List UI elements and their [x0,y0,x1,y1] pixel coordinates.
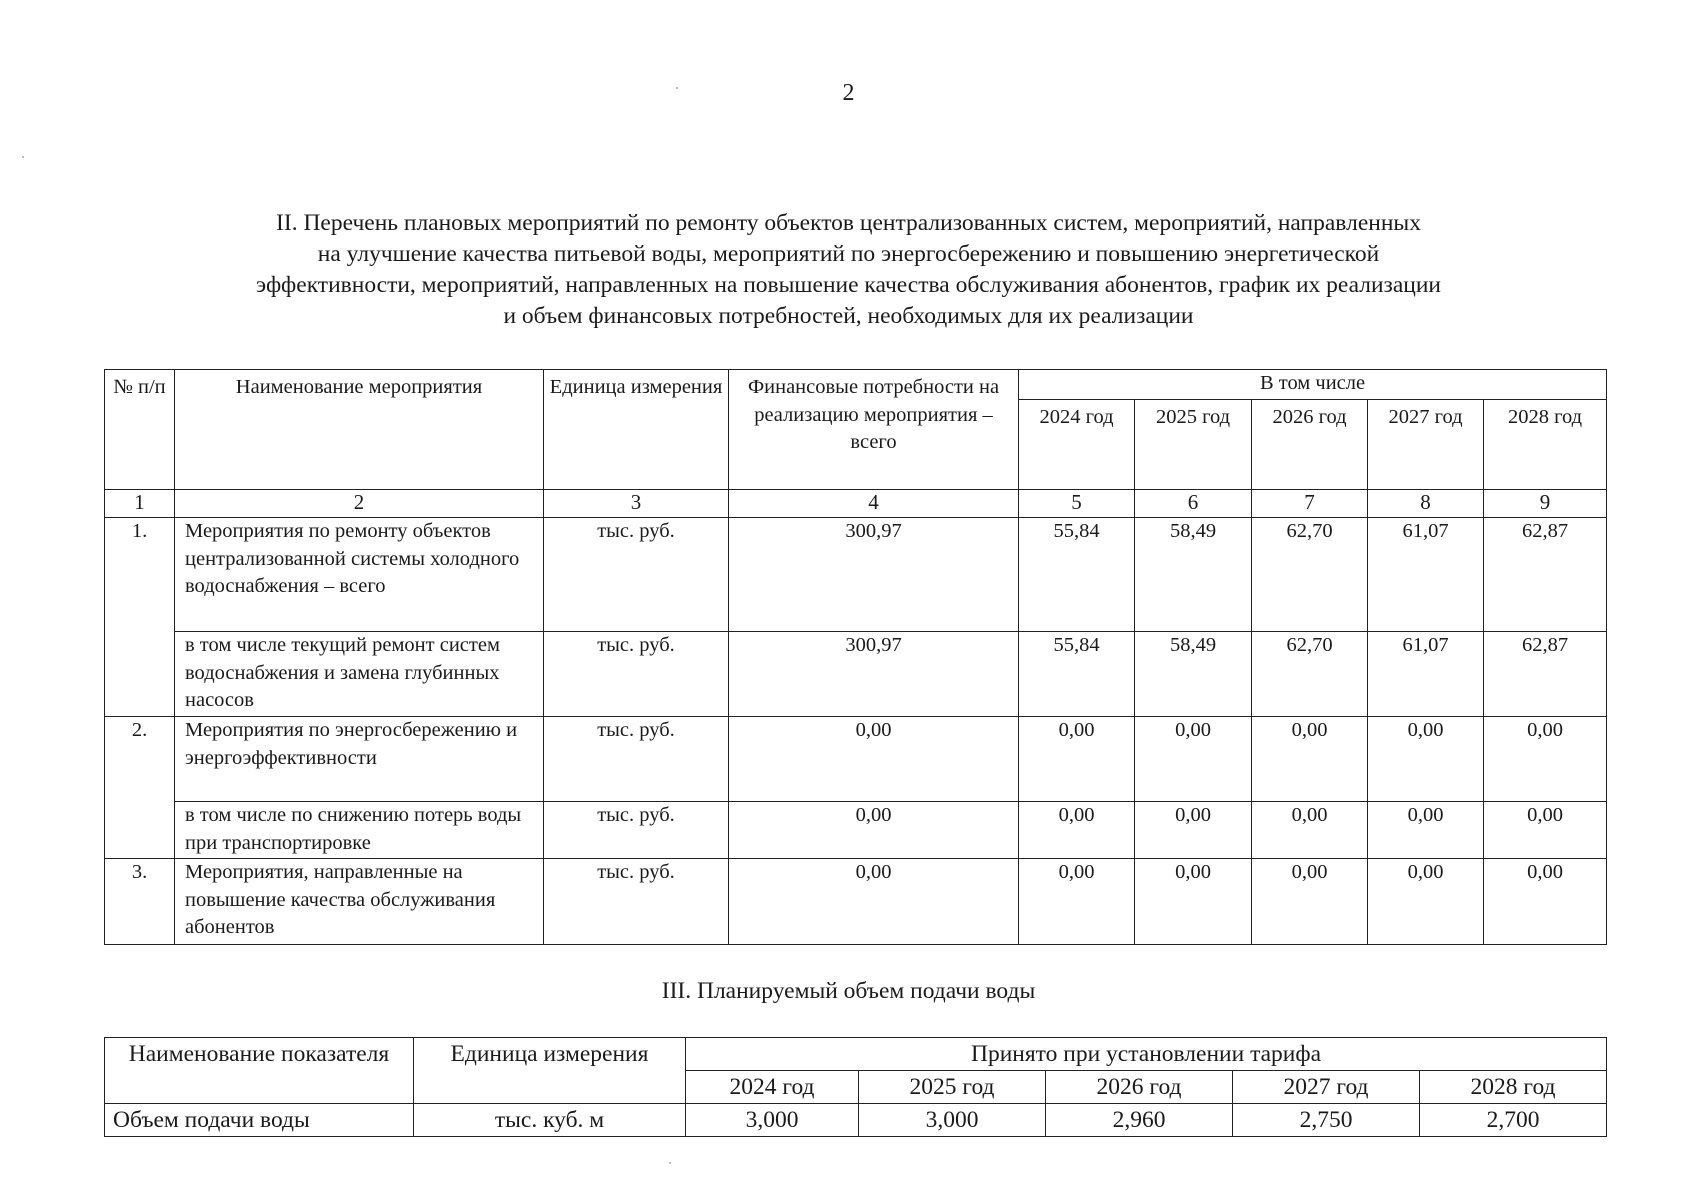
year-value: 0,00 [1252,717,1368,802]
year-value: 0,00 [1484,802,1607,859]
year-value: 0,00 [1019,802,1135,859]
year-value: 0,00 [1135,859,1252,945]
measure-name: Мероприятия, направленные на повышение качества обслуживания абонентов [175,859,544,945]
year-value: 0,00 [1484,717,1607,802]
title-line: II. Перечень плановых мероприятий по ремонту объектов централизованных систем, мероприятий, направленных [276,210,1421,236]
unit-cell: тыс. руб. [544,859,729,945]
measure-name: Мероприятия по ремонту объектов централизованной системы холодного водоснабжения – всего [175,518,544,632]
column-number: 9 [1484,490,1607,518]
total-cell: 0,00 [729,859,1019,945]
total-cell: 0,00 [729,802,1019,859]
year-value: 0,00 [1368,802,1484,859]
year-value: 0,00 [1484,859,1607,945]
year-value: 0,00 [1135,717,1252,802]
year-value: 0,00 [1368,717,1484,802]
measure-name: в том числе по снижению потерь воды при транспортировке [175,802,544,859]
header-year: 2025 год [1135,400,1252,490]
header-including: В том числе [1019,370,1607,400]
header-year: 2028 год [1484,400,1607,490]
row-number: 3. [105,859,175,945]
header-finance: Финансовые потребности на реализацию мероприятия – всего [729,370,1019,490]
title-line: эффективности, мероприятий, направленных на повышение качества обслуживания абонентов, график их реализации [256,272,1441,298]
indicator-name: Объем подачи воды [105,1104,414,1137]
total-cell: 0,00 [729,717,1019,802]
year-value: 0,00 [1252,802,1368,859]
table-row [105,717,1607,802]
table-row [105,859,1607,945]
total-cell: 300,97 [729,518,1019,632]
year-value: 62,87 [1484,632,1607,717]
column-number: 5 [1019,490,1135,518]
header-year: 2026 год [1046,1071,1233,1104]
table-row [105,632,1607,717]
year-value: 61,07 [1368,518,1484,632]
header-year: 2024 год [686,1071,859,1104]
year-value: 61,07 [1368,632,1484,717]
year-value: 3,000 [859,1104,1046,1137]
year-value: 58,49 [1135,632,1252,717]
header-name: Наименование мероприятия [175,370,544,490]
year-value: 62,70 [1252,518,1368,632]
table-row [105,1104,1607,1137]
scan-speck [669,1162,671,1164]
year-value: 55,84 [1019,632,1135,717]
unit-cell: тыс. руб. [544,632,729,717]
water-supply-table [104,1037,1607,1137]
column-number: 1 [105,490,175,518]
column-number: 4 [729,490,1019,518]
year-value: 2,960 [1046,1104,1233,1137]
year-value: 2,700 [1420,1104,1607,1137]
year-value: 55,84 [1019,518,1135,632]
unit-cell: тыс. куб. м [414,1104,686,1137]
unit-cell: тыс. руб. [544,717,729,802]
year-value: 0,00 [1252,859,1368,945]
scan-speck [22,156,24,158]
header-unit: Единица измерения [414,1038,686,1104]
column-number: 2 [175,490,544,518]
title-line: и объем финансовых потребностей, необходимых для их реализации [503,303,1194,329]
header-unit: Единица измерения [544,370,729,490]
header-year: 2027 год [1368,400,1484,490]
header-year: 2028 год [1420,1071,1607,1104]
table-row [105,518,1607,632]
title-line: на улучшение качества питьевой воды, мероприятий по энергосбережению и повышению энергетической [317,241,1380,267]
unit-cell: тыс. руб. [544,802,729,859]
year-value: 0,00 [1368,859,1484,945]
header-accepted: Принято при установлении тарифа [686,1038,1607,1071]
year-value: 0,00 [1019,859,1135,945]
measure-name: Мероприятия по энергосбережению и энергоэффективности [175,717,544,802]
column-number: 6 [1135,490,1252,518]
section-3-title: III. Планируемый объем подачи воды [661,978,1036,1004]
total-cell: 300,97 [729,632,1019,717]
column-number: 3 [544,490,729,518]
year-value: 58,49 [1135,518,1252,632]
page-number: 2 [842,80,855,106]
row-number: 2. [105,717,175,859]
header-year: 2024 год [1019,400,1135,490]
year-value: 0,00 [1135,802,1252,859]
header-indicator: Наименование показателя [105,1038,414,1104]
year-value: 2,750 [1233,1104,1420,1137]
year-value: 3,000 [686,1104,859,1137]
year-value: 62,87 [1484,518,1607,632]
measure-name: в том числе текущий ремонт систем водоснабжения и замена глубинных насосов [175,632,544,717]
measures-table [104,369,1607,945]
column-number: 8 [1368,490,1484,518]
year-value: 62,70 [1252,632,1368,717]
unit-cell: тыс. руб. [544,518,729,632]
row-number: 1. [105,518,175,717]
header-num: № п/п [105,370,175,490]
header-year: 2026 год [1252,400,1368,490]
table-row [105,802,1607,859]
scan-speck [676,87,678,89]
section-2-title [0,208,1697,332]
header-year: 2025 год [859,1071,1046,1104]
year-value: 0,00 [1019,717,1135,802]
column-number: 7 [1252,490,1368,518]
header-year: 2027 год [1233,1071,1420,1104]
